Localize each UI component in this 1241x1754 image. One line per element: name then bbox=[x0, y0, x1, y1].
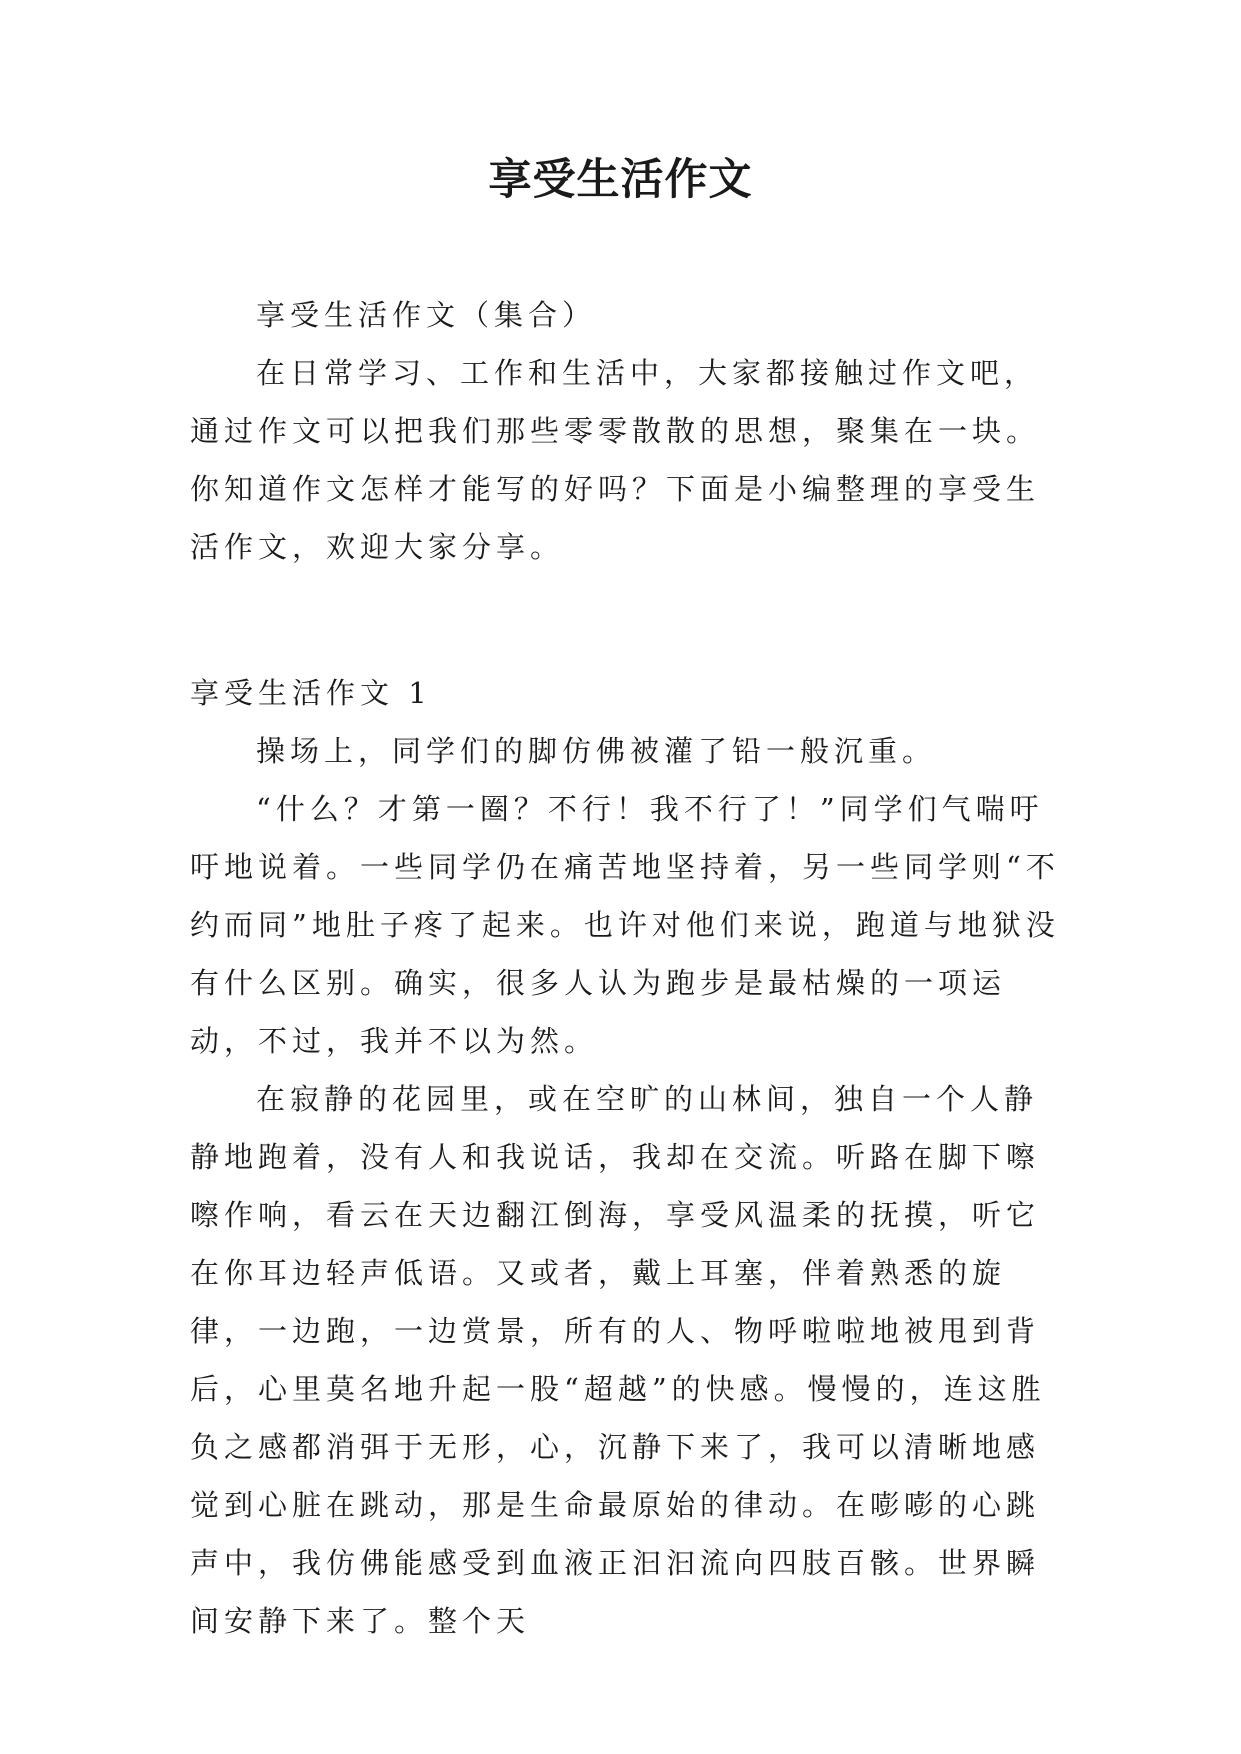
subtitle-line: 享受生活作文（集合） bbox=[256, 298, 597, 332]
section-heading: 享受生活作文 1 bbox=[190, 676, 432, 710]
document-body bbox=[190, 286, 1070, 1650]
document-title: 享受生活作文 bbox=[488, 155, 753, 205]
body-paragraph-2: “什么？才第一圈？不行！我不行了！”同学们气喘吁吁地说着。一些同学仍在痛苦地坚持着，另一些同学则“不约而同”地肚子疼了起来。也许对他们来说，跑道与地狱没有什么区别。确实，很多人认为跑步是最枯燥的一项运动，不过，我并不以为然。 bbox=[190, 792, 1060, 1058]
intro-paragraph: 在日常学习、工作和生活中，大家都接触过作文吧，通过作文可以把我们那些零零散散的思想，聚集在一块。你知道作文怎样才能写的好吗？下面是小编整理的享受生活作文，欢迎大家分享。 bbox=[190, 356, 1041, 564]
body-paragraph-3: 在寂静的花园里，或在空旷的山林间，独自一个人静静地跑着，没有人和我说话，我却在交流。听路在脚下嚓嚓作响，看云在天边翻江倒海，享受风温柔的抚摸，听它在你耳边轻声低语。又或者，戴上耳塞，伴着熟悉的旋律，一边跑，一边赏景，所有的人、物呼啦啦地被甩到背后，心里莫名地升起一股“超越”的快感。慢慢的，连这胜负之感都消弭于无形，心，沉静下来了，我可以清晰地感觉到心脏在跳动，那是生命最原始的律动。在嘭嘭的心跳声中，我仿佛能感受到血液正汩汩流向四肢百骸。世界瞬间安静下来了。整个天 bbox=[190, 1082, 1046, 1638]
paragraph-spacer bbox=[190, 576, 1070, 664]
body-paragraph-1: 操场上，同学们的脚仿佛被灌了铅一般沉重。 bbox=[256, 734, 937, 768]
